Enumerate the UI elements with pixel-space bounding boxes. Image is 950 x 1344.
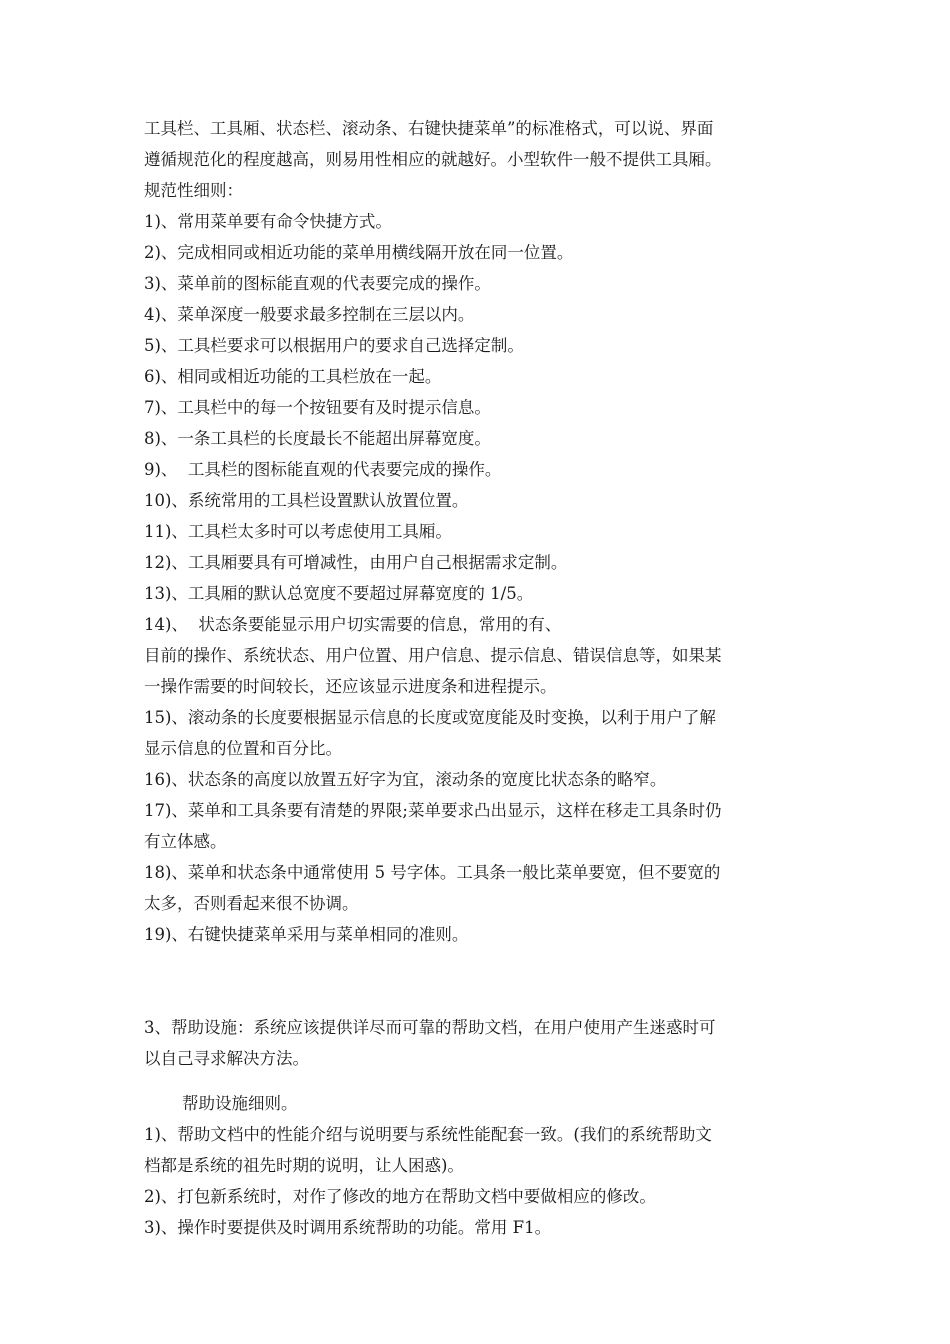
list-item: 16)、状态条的高度以放置五好字为宜，滚动条的宽度比状态条的略窄。 bbox=[144, 770, 667, 789]
section-spacer bbox=[144, 1074, 824, 1088]
list-item: 14)、 状态条要能显示用户切实需要的信息，常用的有、 bbox=[144, 615, 562, 634]
text-line: 遵循规范化的程度越高，则易用性相应的就越好。小型软件一般不提供工具厢。 bbox=[144, 150, 722, 169]
list-item: 11)、工具栏太多时可以考虑使用工具厢。 bbox=[144, 522, 452, 541]
list-item: 10)、系统常用的工具栏设置默认放置位置。 bbox=[144, 491, 469, 510]
list-item-continuation: 档都是系统的祖先时期的说明，让人困惑)。 bbox=[144, 1156, 464, 1175]
section-heading-line: 3、帮助设施：系统应该提供详尽而可靠的帮助文档，在用户使用产生迷惑时可 bbox=[144, 1018, 716, 1037]
list-item: 15)、滚动条的长度要根据显示信息的长度或宽度能及时变换，以利于用户了解 bbox=[144, 708, 716, 727]
list-item: 1)、帮助文档中的性能介绍与说明要与系统性能配套一致。(我们的系统帮助文 bbox=[144, 1125, 712, 1144]
list-item: 18)、菜单和状态条中通常使用 5 号字体。工具条一般比菜单要宽，但不要宽的 bbox=[144, 863, 721, 882]
list-item: 7)、工具栏中的每一个按钮要有及时提示信息。 bbox=[144, 398, 491, 417]
list-item-continuation: 目前的操作、系统状态、用户位置、用户信息、提示信息、错误信息等，如果某 bbox=[144, 646, 722, 665]
toolbar-intro-paragraph bbox=[144, 113, 824, 206]
list-item: 9)、 工具栏的图标能直观的代表要完成的操作。 bbox=[144, 460, 502, 479]
list-item: 6)、相同或相近功能的工具栏放在一起。 bbox=[144, 367, 442, 386]
list-item: 17)、菜单和工具条要有清楚的界限;菜单要求凸出显示，这样在移走工具条时仍 bbox=[144, 801, 722, 820]
toolbar-rules-list bbox=[144, 206, 824, 950]
list-item: 2)、完成相同或相近功能的菜单用横线隔开放在同一位置。 bbox=[144, 243, 574, 262]
rules-heading: 规范性细则： bbox=[144, 181, 243, 200]
help-section-heading bbox=[144, 1012, 824, 1074]
list-item: 3)、操作时要提供及时调用系统帮助的功能。常用 F1。 bbox=[144, 1218, 552, 1237]
list-item: 19)、右键快捷菜单采用与菜单相同的准则。 bbox=[144, 925, 469, 944]
list-item: 5)、工具栏要求可以根据用户的要求自己选择定制。 bbox=[144, 336, 524, 355]
list-item: 3)、菜单前的图标能直观的代表要完成的操作。 bbox=[144, 274, 491, 293]
list-item: 8)、一条工具栏的长度最长不能超出屏幕宽度。 bbox=[144, 429, 491, 448]
text-line: 工具栏、工具厢、状态栏、滚动条、右键快捷菜单”的标准格式，可以说、界面 bbox=[144, 119, 714, 138]
list-item-continuation: 太多，否则看起来很不协调。 bbox=[144, 894, 359, 913]
list-item: 12)、工具厢要具有可增减性，由用户自己根据需求定制。 bbox=[144, 553, 568, 572]
list-item: 1)、常用菜单要有命令快捷方式。 bbox=[144, 212, 392, 231]
document-body bbox=[144, 113, 824, 1243]
list-item-continuation: 显示信息的位置和百分比。 bbox=[144, 739, 342, 758]
list-item: 4)、菜单深度一般要求最多控制在三层以内。 bbox=[144, 305, 475, 324]
section-spacer bbox=[144, 950, 824, 1012]
help-rules-subheading: 帮助设施细则。 bbox=[182, 1094, 298, 1113]
list-item: 2)、打包新系统时，对作了修改的地方在帮助文档中要做相应的修改。 bbox=[144, 1187, 656, 1206]
help-rules-list bbox=[144, 1119, 824, 1243]
section-heading-line: 以自己寻求解决方法。 bbox=[144, 1049, 309, 1068]
list-item-continuation: 有立体感。 bbox=[144, 832, 227, 851]
list-item-continuation: 一操作需要的时间较长，还应该显示进度条和进程提示。 bbox=[144, 677, 557, 696]
list-item: 13)、工具厢的默认总宽度不要超过屏幕宽度的 1/5。 bbox=[144, 584, 534, 603]
